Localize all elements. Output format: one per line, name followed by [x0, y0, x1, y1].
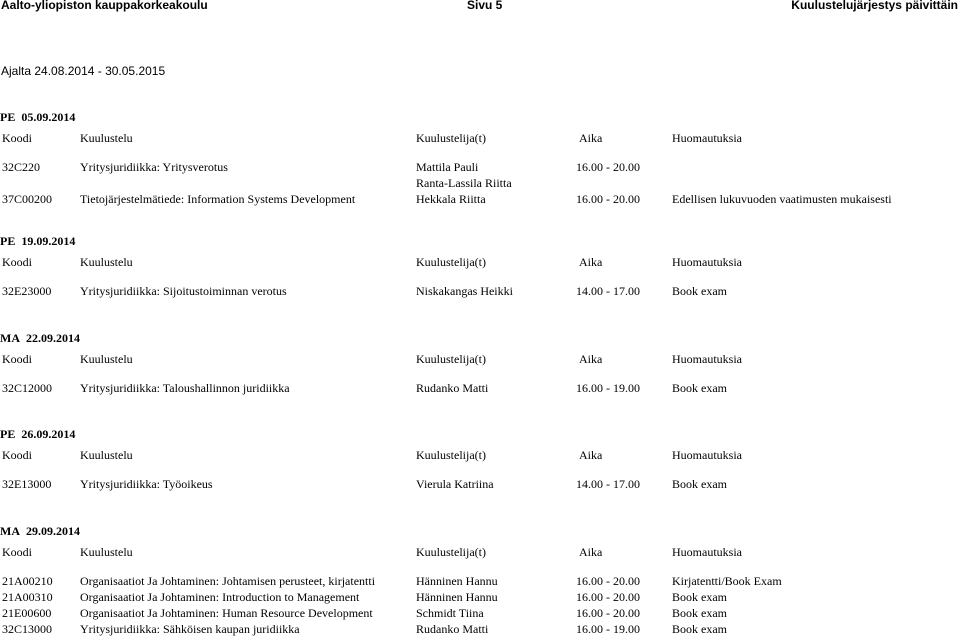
exam-examiners — [416, 589, 498, 605]
exam-examiners — [416, 476, 494, 492]
table-row — [0, 159, 960, 175]
column-header-notes: Huomautuksia — [672, 545, 742, 559]
examiner-name: Hänninen Hannu — [416, 590, 498, 604]
column-header-course: Kuulustelu — [80, 545, 133, 559]
period-range: Ajalta 24.08.2014 - 30.05.2015 — [1, 64, 166, 78]
weekday-label: PE — [0, 234, 16, 248]
weekday-label: MA — [0, 331, 20, 345]
column-header-row — [0, 130, 960, 146]
column-header-notes: Huomautuksia — [672, 255, 742, 269]
column-header-code: Koodi — [2, 448, 32, 462]
table-row — [0, 380, 960, 396]
exam-code: 32C12000 — [2, 381, 53, 395]
exam-course: Tietojärjestelmätiede: Information Systems Development — [80, 192, 356, 206]
header-page-number: Sivu 5 — [467, 0, 503, 12]
exam-course: Yritysjuridiikka: Sijoitustoiminnan verotus — [80, 284, 287, 298]
exam-time: 16.00 - 20.00 — [576, 192, 640, 206]
column-header-examiner: Kuulustelija(t) — [416, 545, 486, 559]
exam-examiners — [416, 621, 488, 637]
table-row — [0, 476, 960, 492]
examiner-name: Hekkala Riitta — [416, 192, 486, 206]
column-header-row — [0, 254, 960, 270]
exam-notes: Kirjatentti/Book Exam — [672, 574, 782, 588]
day-section — [0, 331, 960, 431]
exam-time: 16.00 - 19.00 — [576, 381, 640, 395]
column-header-course: Kuulustelu — [80, 255, 133, 269]
exam-notes: Edellisen lukuvuoden vaatimusten mukaisesti — [672, 192, 892, 206]
day-section — [0, 427, 960, 527]
exam-course: Yritysjuridiikka: Työoikeus — [80, 477, 213, 491]
exam-code: 21A00210 — [2, 574, 53, 588]
column-header-course: Kuulustelu — [80, 352, 133, 366]
exam-course: Organisaatiot Ja Johtaminen: Johtamisen perusteet, kirjatentti — [80, 574, 376, 588]
exam-notes: Book exam — [672, 284, 727, 298]
column-header-time: Aika — [579, 448, 603, 462]
exam-examiners — [416, 380, 488, 396]
column-header-examiner: Kuulustelija(t) — [416, 131, 486, 145]
exam-examiners — [416, 159, 478, 175]
weekday-label: MA — [0, 524, 20, 538]
column-header-row — [0, 544, 960, 560]
section-date-heading — [0, 110, 81, 125]
column-header-time: Aika — [579, 352, 603, 366]
day-section — [0, 110, 960, 210]
examiner-name: Schmidt Tiina — [416, 606, 484, 620]
exam-course: Organisaatiot Ja Johtaminen: Human Resource Development — [80, 606, 373, 620]
column-header-examiner: Kuulustelija(t) — [416, 255, 486, 269]
column-header-notes: Huomautuksia — [672, 131, 742, 145]
exam-time: 16.00 - 20.00 — [576, 606, 640, 620]
column-header-notes: Huomautuksia — [672, 448, 742, 462]
column-header-code: Koodi — [2, 255, 32, 269]
column-header-course: Kuulustelu — [80, 131, 133, 145]
exam-code: 32C13000 — [2, 622, 53, 636]
date-label: 26.09.2014 — [21, 427, 76, 441]
exam-course: Yritysjuridiikka: Taloushallinnon juridiikka — [80, 381, 290, 395]
examiner-name: Hänninen Hannu — [416, 574, 498, 588]
column-header-examiner: Kuulustelija(t) — [416, 448, 486, 462]
exam-time: 14.00 - 17.00 — [576, 477, 640, 491]
exam-time: 14.00 - 17.00 — [576, 284, 640, 298]
exam-examiners — [416, 605, 484, 621]
column-header-code: Koodi — [2, 131, 32, 145]
examiner-name: Mattila Pauli — [416, 160, 479, 174]
exam-code: 21A00310 — [2, 590, 53, 604]
header-report-title: Kuulustelujärjestys päivittäin — [791, 0, 958, 12]
exam-examiners — [416, 175, 512, 207]
exam-notes: Book exam — [672, 622, 727, 636]
table-row — [0, 175, 960, 207]
exam-code: 37C00200 — [2, 192, 53, 206]
date-label: 22.09.2014 — [26, 331, 80, 345]
table-row — [0, 283, 960, 299]
date-label: 19.09.2014 — [21, 234, 76, 248]
date-label: 29.09.2014 — [26, 524, 80, 538]
date-label: 05.09.2014 — [21, 110, 76, 124]
header-institution: Aalto-yliopiston kauppakorkeakoulu — [1, 0, 208, 12]
column-header-notes: Huomautuksia — [672, 352, 742, 366]
examiner-name: Niskakangas Heikki — [416, 284, 513, 298]
exam-examiners — [416, 573, 498, 589]
table-row — [0, 605, 960, 621]
section-date-heading — [0, 427, 81, 442]
column-header-time: Aika — [579, 131, 603, 145]
section-date-heading — [0, 234, 81, 249]
exam-code: 32E13000 — [2, 477, 52, 491]
exam-examiners — [416, 283, 513, 299]
exam-notes: Book exam — [672, 606, 727, 620]
column-header-time: Aika — [579, 545, 603, 559]
exam-time: 16.00 - 20.00 — [576, 160, 640, 174]
weekday-label: PE — [0, 427, 16, 441]
exam-time: 16.00 - 20.00 — [576, 574, 640, 588]
table-row — [0, 573, 960, 589]
section-date-heading — [0, 524, 86, 539]
table-row — [0, 589, 960, 605]
column-header-time: Aika — [579, 255, 603, 269]
exam-code: 32C220 — [2, 160, 41, 174]
examiner-name: Vierula Katriina — [416, 477, 494, 491]
exam-notes: Book exam — [672, 477, 727, 491]
column-header-examiner: Kuulustelija(t) — [416, 352, 486, 366]
section-date-heading — [0, 331, 86, 346]
examiner-name: Rudanko Matti — [416, 622, 489, 636]
column-header-code: Koodi — [2, 352, 32, 366]
exam-course: Yritysjuridiikka: Sähköisen kaupan juridiikka — [80, 622, 300, 636]
table-row — [0, 621, 960, 637]
exam-course: Yritysjuridiikka: Yritysverotus — [80, 160, 228, 174]
column-header-row — [0, 447, 960, 463]
column-header-course: Kuulustelu — [80, 448, 133, 462]
exam-notes: Book exam — [672, 590, 727, 604]
day-section — [0, 234, 960, 334]
weekday-label: PE — [0, 110, 16, 124]
examiner-name: Rudanko Matti — [416, 381, 489, 395]
column-header-row — [0, 351, 960, 367]
exam-time: 16.00 - 19.00 — [576, 622, 640, 636]
column-header-code: Koodi — [2, 545, 32, 559]
exam-code: 21E00600 — [2, 606, 52, 620]
exam-code: 32E23000 — [2, 284, 52, 298]
exam-notes: Book exam — [672, 381, 727, 395]
day-section — [0, 524, 960, 636]
exam-time: 16.00 - 20.00 — [576, 590, 640, 604]
examiner-name: Ranta-Lassila Riitta — [416, 176, 512, 190]
exam-course: Organisaatiot Ja Johtaminen: Introduction to Management — [80, 590, 360, 604]
